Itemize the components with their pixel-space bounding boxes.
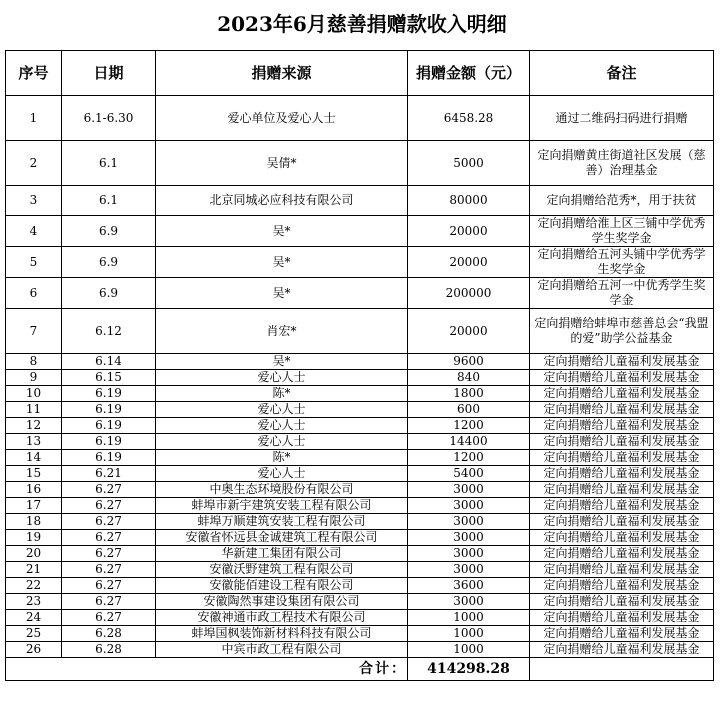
cell-note: 定向捐赠给儿童福利发展基金	[530, 562, 714, 578]
cell-note: 定向捐赠给儿童福利发展基金	[530, 578, 714, 594]
table-row	[6, 278, 714, 309]
cell-amount: 9600	[408, 354, 530, 370]
cell-note: 定向捐赠给儿童福利发展基金	[530, 498, 714, 514]
cell-note: 定向捐赠给儿童福利发展基金	[530, 530, 714, 546]
cell-no: 21	[6, 562, 62, 578]
cell-note: 定向捐赠给儿童福利发展基金	[530, 466, 714, 482]
cell-note: 定向捐赠给儿童福利发展基金	[530, 354, 714, 370]
total-amount: 414298.28	[408, 658, 530, 681]
cell-amount: 1000	[408, 626, 530, 642]
cell-note: 定向捐赠给范秀*，用于扶贫	[530, 186, 714, 216]
table-row	[6, 402, 714, 418]
table-row	[6, 418, 714, 434]
cell-amount: 6458.28	[408, 96, 530, 141]
total-row	[6, 658, 714, 681]
cell-note: 定向捐赠给儿童福利发展基金	[530, 610, 714, 626]
cell-note: 定向捐赠给五河头铺中学优秀学生奖学金	[530, 247, 714, 278]
cell-date: 6.14	[62, 354, 156, 370]
cell-note: 定向捐赠黄庄街道社区发展（慈善）治理基金	[530, 141, 714, 186]
cell-source: 蚌埠万顺建筑安装工程有限公司	[156, 514, 408, 530]
cell-no: 2	[6, 141, 62, 186]
cell-date: 6.9	[62, 216, 156, 247]
cell-amount: 1000	[408, 642, 530, 658]
table-row	[6, 370, 714, 386]
cell-no: 9	[6, 370, 62, 386]
cell-source: 北京同城必应科技有限公司	[156, 186, 408, 216]
cell-date: 6.19	[62, 418, 156, 434]
cell-note: 定向捐赠给儿童福利发展基金	[530, 450, 714, 466]
cell-source: 吴*	[156, 247, 408, 278]
cell-source: 爱心人士	[156, 418, 408, 434]
cell-note: 定向捐赠给儿童福利发展基金	[530, 402, 714, 418]
cell-date: 6.27	[62, 530, 156, 546]
table-row	[6, 498, 714, 514]
cell-amount: 3000	[408, 514, 530, 530]
cell-date: 6.28	[62, 626, 156, 642]
cell-note: 定向捐赠给儿童福利发展基金	[530, 642, 714, 658]
cell-date: 6.27	[62, 514, 156, 530]
table-row	[6, 96, 714, 141]
cell-source: 陈*	[156, 386, 408, 402]
cell-date: 6.1	[62, 141, 156, 186]
cell-amount: 20000	[408, 309, 530, 354]
header-no: 序号	[6, 51, 62, 96]
table-row	[6, 514, 714, 530]
cell-no: 5	[6, 247, 62, 278]
cell-source: 安徽能佰建设工程有限公司	[156, 578, 408, 594]
cell-no: 4	[6, 216, 62, 247]
cell-source: 吴倩*	[156, 141, 408, 186]
table-row	[6, 578, 714, 594]
cell-no: 26	[6, 642, 62, 658]
cell-amount: 3000	[408, 562, 530, 578]
cell-date: 6.21	[62, 466, 156, 482]
cell-amount: 1000	[408, 610, 530, 626]
header-note: 备注	[530, 51, 714, 96]
cell-date: 6.27	[62, 482, 156, 498]
cell-amount: 3000	[408, 546, 530, 562]
total-label: 合计：	[6, 658, 408, 681]
cell-source: 吴*	[156, 278, 408, 309]
cell-note: 通过二维码扫码进行捐赠	[530, 96, 714, 141]
cell-note: 定向捐赠给蚌埠市慈善总会“我盟的爱”助学公益基金	[530, 309, 714, 354]
cell-date: 6.27	[62, 594, 156, 610]
cell-amount: 3000	[408, 498, 530, 514]
cell-amount: 3000	[408, 482, 530, 498]
cell-no: 17	[6, 498, 62, 514]
cell-no: 16	[6, 482, 62, 498]
cell-note: 定向捐赠给儿童福利发展基金	[530, 482, 714, 498]
cell-date: 6.19	[62, 402, 156, 418]
cell-date: 6.9	[62, 247, 156, 278]
cell-note: 定向捐赠给儿童福利发展基金	[530, 546, 714, 562]
header-amount: 捐赠金额（元）	[408, 51, 530, 96]
cell-no: 20	[6, 546, 62, 562]
cell-source: 蚌埠市新宇建筑安装工程有限公司	[156, 498, 408, 514]
cell-source: 爱心人士	[156, 466, 408, 482]
table-row	[6, 247, 714, 278]
cell-date: 6.19	[62, 434, 156, 450]
cell-source: 肖宏*	[156, 309, 408, 354]
total-note	[530, 658, 714, 681]
cell-no: 25	[6, 626, 62, 642]
cell-source: 爱心人士	[156, 370, 408, 386]
cell-note: 定向捐赠给儿童福利发展基金	[530, 434, 714, 450]
table-row	[6, 610, 714, 626]
cell-amount: 840	[408, 370, 530, 386]
cell-source: 安徽神通市政工程技术有限公司	[156, 610, 408, 626]
cell-date: 6.19	[62, 450, 156, 466]
cell-date: 6.15	[62, 370, 156, 386]
cell-no: 7	[6, 309, 62, 354]
table-body	[6, 96, 714, 658]
cell-amount: 80000	[408, 186, 530, 216]
cell-source: 蚌埠国枫装饰新材料科技有限公司	[156, 626, 408, 642]
table-header-row	[6, 51, 714, 96]
table-row	[6, 546, 714, 562]
table-row	[6, 626, 714, 642]
cell-no: 24	[6, 610, 62, 626]
cell-source: 爱心人士	[156, 434, 408, 450]
cell-amount: 5400	[408, 466, 530, 482]
cell-amount: 20000	[408, 247, 530, 278]
cell-source: 中宾市政工程有限公司	[156, 642, 408, 658]
cell-source: 安徽省怀远县金诚建筑工程有限公司	[156, 530, 408, 546]
cell-amount: 3600	[408, 578, 530, 594]
table-row	[6, 594, 714, 610]
cell-amount: 200000	[408, 278, 530, 309]
table-row	[6, 216, 714, 247]
cell-no: 8	[6, 354, 62, 370]
cell-amount: 1800	[408, 386, 530, 402]
cell-source: 吴*	[156, 354, 408, 370]
page-title: 2023年6月慈善捐赠款收入明细	[217, 12, 507, 36]
header-source: 捐赠来源	[156, 51, 408, 96]
cell-no: 13	[6, 434, 62, 450]
cell-no: 1	[6, 96, 62, 141]
cell-note: 定向捐赠给五河一中优秀学生奖学金	[530, 278, 714, 309]
cell-date: 6.1-6.30	[62, 96, 156, 141]
cell-amount: 5000	[408, 141, 530, 186]
cell-amount: 1200	[408, 418, 530, 434]
header-date: 日期	[62, 51, 156, 96]
cell-date: 6.28	[62, 642, 156, 658]
cell-date: 6.12	[62, 309, 156, 354]
cell-amount: 3000	[408, 530, 530, 546]
cell-no: 10	[6, 386, 62, 402]
cell-amount: 14400	[408, 434, 530, 450]
cell-no: 18	[6, 514, 62, 530]
cell-source: 爱心单位及爱心人士	[156, 96, 408, 141]
cell-date: 6.1	[62, 186, 156, 216]
cell-no: 15	[6, 466, 62, 482]
table-row	[6, 562, 714, 578]
cell-note: 定向捐赠给儿童福利发展基金	[530, 386, 714, 402]
table-row	[6, 434, 714, 450]
cell-no: 11	[6, 402, 62, 418]
cell-no: 3	[6, 186, 62, 216]
donation-table	[5, 50, 714, 681]
cell-date: 6.27	[62, 546, 156, 562]
cell-no: 12	[6, 418, 62, 434]
table-row	[6, 186, 714, 216]
cell-note: 定向捐赠给儿童福利发展基金	[530, 594, 714, 610]
table-row	[6, 530, 714, 546]
cell-note: 定向捐赠给淮上区三铺中学优秀学生奖学金	[530, 216, 714, 247]
cell-date: 6.27	[62, 610, 156, 626]
cell-date: 6.9	[62, 278, 156, 309]
cell-date: 6.27	[62, 578, 156, 594]
cell-source: 爱心人士	[156, 402, 408, 418]
cell-no: 19	[6, 530, 62, 546]
cell-source: 中奥生态环境股份有限公司	[156, 482, 408, 498]
table-row	[6, 141, 714, 186]
table-row	[6, 309, 714, 354]
cell-source: 吴*	[156, 216, 408, 247]
cell-amount: 1200	[408, 450, 530, 466]
cell-source: 陈*	[156, 450, 408, 466]
table-row	[6, 466, 714, 482]
table-row	[6, 642, 714, 658]
table-row	[6, 482, 714, 498]
cell-source: 华新建工集团有限公司	[156, 546, 408, 562]
cell-date: 6.27	[62, 498, 156, 514]
cell-date: 6.27	[62, 562, 156, 578]
cell-no: 14	[6, 450, 62, 466]
cell-note: 定向捐赠给儿童福利发展基金	[530, 514, 714, 530]
cell-date: 6.19	[62, 386, 156, 402]
table-row	[6, 354, 714, 370]
cell-amount: 600	[408, 402, 530, 418]
table-row	[6, 386, 714, 402]
cell-amount: 20000	[408, 216, 530, 247]
cell-source: 安徽陶然事建设集团有限公司	[156, 594, 408, 610]
cell-no: 6	[6, 278, 62, 309]
table-row	[6, 450, 714, 466]
cell-note: 定向捐赠给儿童福利发展基金	[530, 626, 714, 642]
cell-no: 22	[6, 578, 62, 594]
cell-no: 23	[6, 594, 62, 610]
cell-source: 安徽沃野建筑工程有限公司	[156, 562, 408, 578]
cell-note: 定向捐赠给儿童福利发展基金	[530, 370, 714, 386]
cell-note: 定向捐赠给儿童福利发展基金	[530, 418, 714, 434]
cell-amount: 3000	[408, 594, 530, 610]
